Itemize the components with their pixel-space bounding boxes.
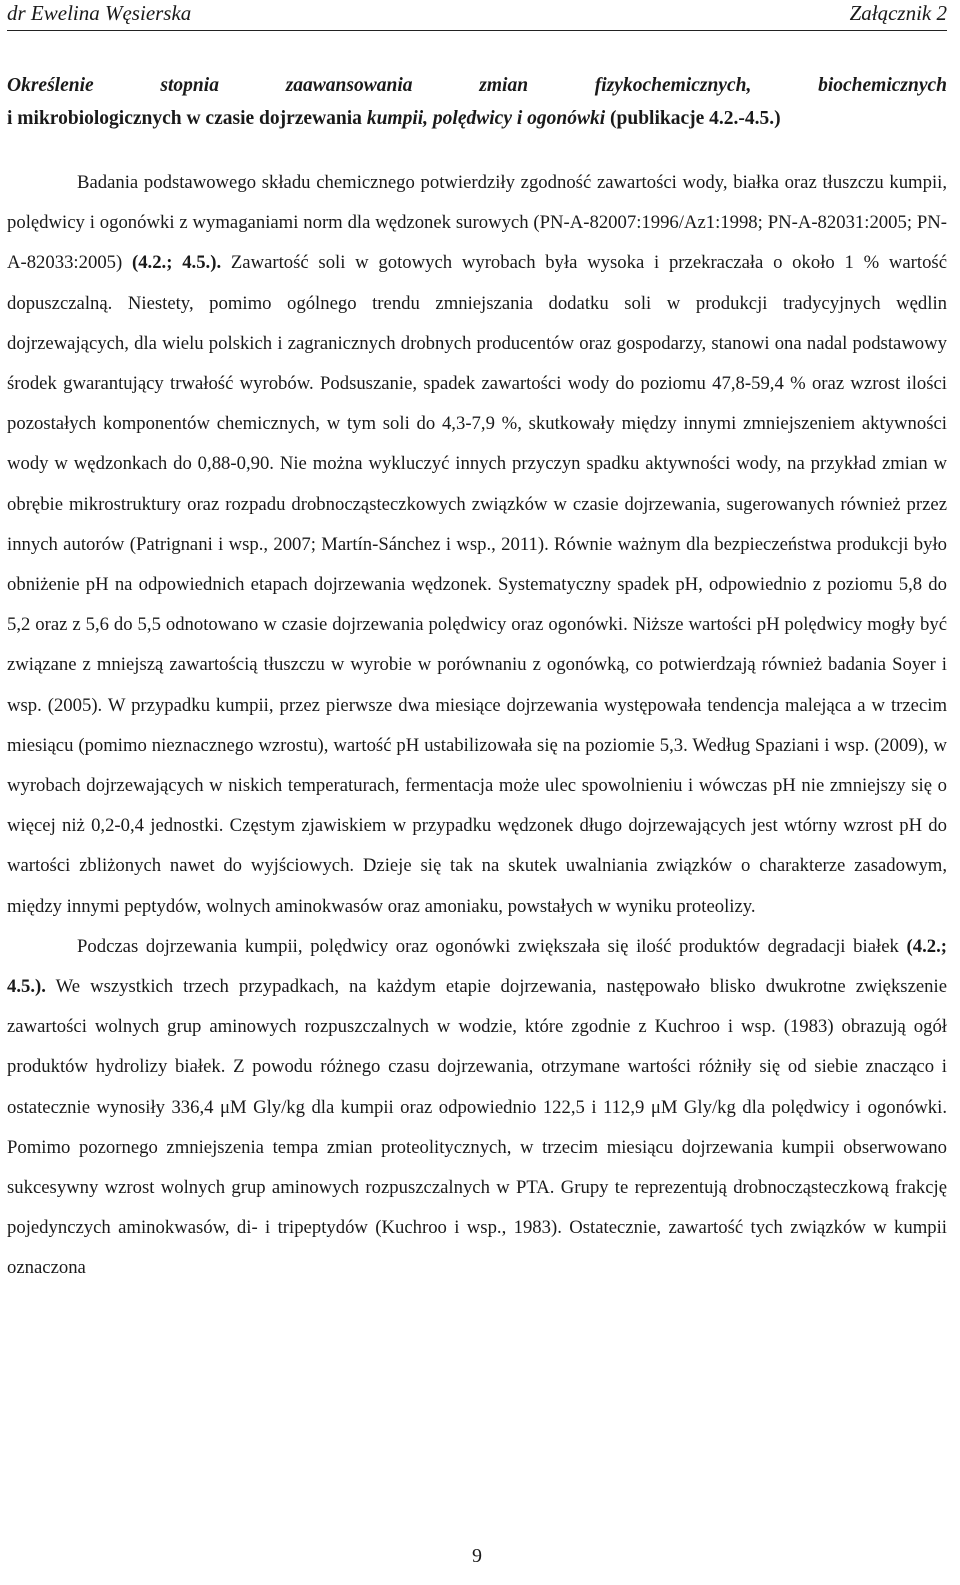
author-name: dr Ewelina Węsierska bbox=[7, 1, 192, 25]
section-title-prefix: i mikrobiologicznych w czasie dojrzewania bbox=[7, 108, 367, 129]
paragraph-1-reference: (4.2.; 4.5.). bbox=[122, 252, 222, 274]
paragraph-2-intro: Podczas dojrzewania kumpii, polędwicy oraz ogonówki zwiększała się ilość produktów degradacji białek bbox=[77, 935, 899, 957]
paragraph-1-intro: Badania podstawowego składu chemicznego potwierdziły zgodność zawartości wody, białka oraz tłuszczu kumpii, polędwicy i ogonówki z wymaganiami norm dla wędzonek surowych (PN-A-82007:1996/Az1:1998; PN-A-82031:2005; PN-A-82033:2005) bbox=[7, 172, 947, 274]
section-title-line2 bbox=[7, 108, 781, 129]
document-page bbox=[7, 0, 947, 1585]
section-title-line1: Określenie stopnia zaawansowania zmian fizykochemicznych, biochemicznych bbox=[7, 75, 947, 96]
attachment-label: Załącznik 2 bbox=[849, 1, 947, 25]
section-title-products: kumpii, polędwicy i ogonówki bbox=[366, 108, 606, 129]
paragraph-1-text: Zawartość soli w gotowych wyrobach była wysoka i przekraczała o około 1 % wartość dopuszczalną. Niestety, pomimo ogólnego trendu zmniejszania dodatku soli w produkcji tradycyjnych wędlin dojrzewających, dla wielu polskich i zagranicznych drobnych producentów oraz gospodarzy, stanowi ona nadal podstawowy środek gwarantujący trwałość wyrobów. Podsuszanie, spadek zawartości wody do poziomu 47,8-59,4 % oraz wzrost ilości pozostałych komponentów chemicznych, w tym soli do 4,3-7,9 %, skutkowały między innymi zmniejszeniem aktywności wody w wędzonkach do 0,88-0,90. Nie można wykluczyć innych przyczyn spadku aktywności wody, na przykład zmian w obrębie mikrostruktury oraz rozpadu drobnocząsteczkowych związków w czasie dojrzewania, sugerowanych również przez innych autorów (Patrignani i wsp., 2007; Martín-Sánchez i wsp., 2011). Równie ważnym dla bezpieczeństwa produkcji było obniżenie pH na odpowiednich etapach dojrzewania wędzonek. Systematyczny spadek pH, odpowiednio z poziomu 5,8 do 5,2 oraz z 5,6 do 5,5 odnotowano w czasie dojrzewania polędwicy oraz ogonówki. Niższe wartości pH polędwicy mogły być związane z mniejszą zawartością tłuszczu w wyrobie w porównaniu z ogonówką, co potwierdzają również badania Soyer i wsp. (2005). W przypadku kumpii, przez pierwsze dwa miesiące dojrzewania występowała tendencja malejąca a w trzecim miesiącu (pomimo nieznacznego wzrostu), wartość pH ustabilizowała się na poziomie 5,3. Według Spaziani i wsp. (2009), w wyrobach dojrzewających w niskich temperaturach, fermentacja może ulec spowolnieniu i wówczas pH nie zmniejszy się o więcej niż 0,2-0,4 jednostki. Częstym zjawiskiem w przypadku wędzonek długo dojrzewających jest wtórny wzrost pH do wartości zbliżonych nawet do wyjściowych. Dzieje się tak na skutek uwalniania związków o charakterze zasadowym, między innymi peptydów, wolnych aminokwasów oraz amoniaku, powstałych w wyniku proteolizy. bbox=[7, 252, 947, 917]
section-title-suffix: (publikacje 4.2.-4.5.) bbox=[605, 108, 781, 129]
paragraph-1 bbox=[7, 163, 947, 927]
paragraph-2 bbox=[7, 927, 947, 1289]
section-title bbox=[7, 69, 947, 135]
body-text bbox=[7, 163, 947, 1289]
running-header bbox=[7, 0, 947, 31]
paragraph-2-text: We wszystkich trzech przypadkach, na każdym etapie dojrzewania, następowało blisko dwukrotne zwiększenie zawartości wolnych grup aminowych rozpuszczalnych w wodzie, które zgodnie z Kuchroo i wsp. (1983) obrazują ogół produktów hydrolizy białek. Z powodu różnego czasu dojrzewania, otrzymane wartości różniły się od siebie znacząco i ostatecznie wynosiły 336,4 μM Gly/kg dla kumpii oraz odpowiednio 122,5 i 112,9 μM Gly/kg dla polędwicy i ogonówki. Pomimo pozornego zmniejszenia tempa zmian proteolitycznych, w trzecim miesiącu dojrzewania kumpii obserwowano sukcesywny wzrost wolnych grup aminowych rozpuszczalnych w PTA. Grupy te reprezentują drobnocząsteczkową frakcję pojedynczych aminokwasów, di- i tripeptydów (Kuchroo i wsp., 1983). Ostatecznie, zawartość tych związków w kumpii oznaczona bbox=[7, 976, 947, 1279]
paragraph-2-reference: (4.2.; 4.5.). bbox=[7, 935, 947, 998]
page-number: 9 bbox=[472, 1545, 482, 1567]
